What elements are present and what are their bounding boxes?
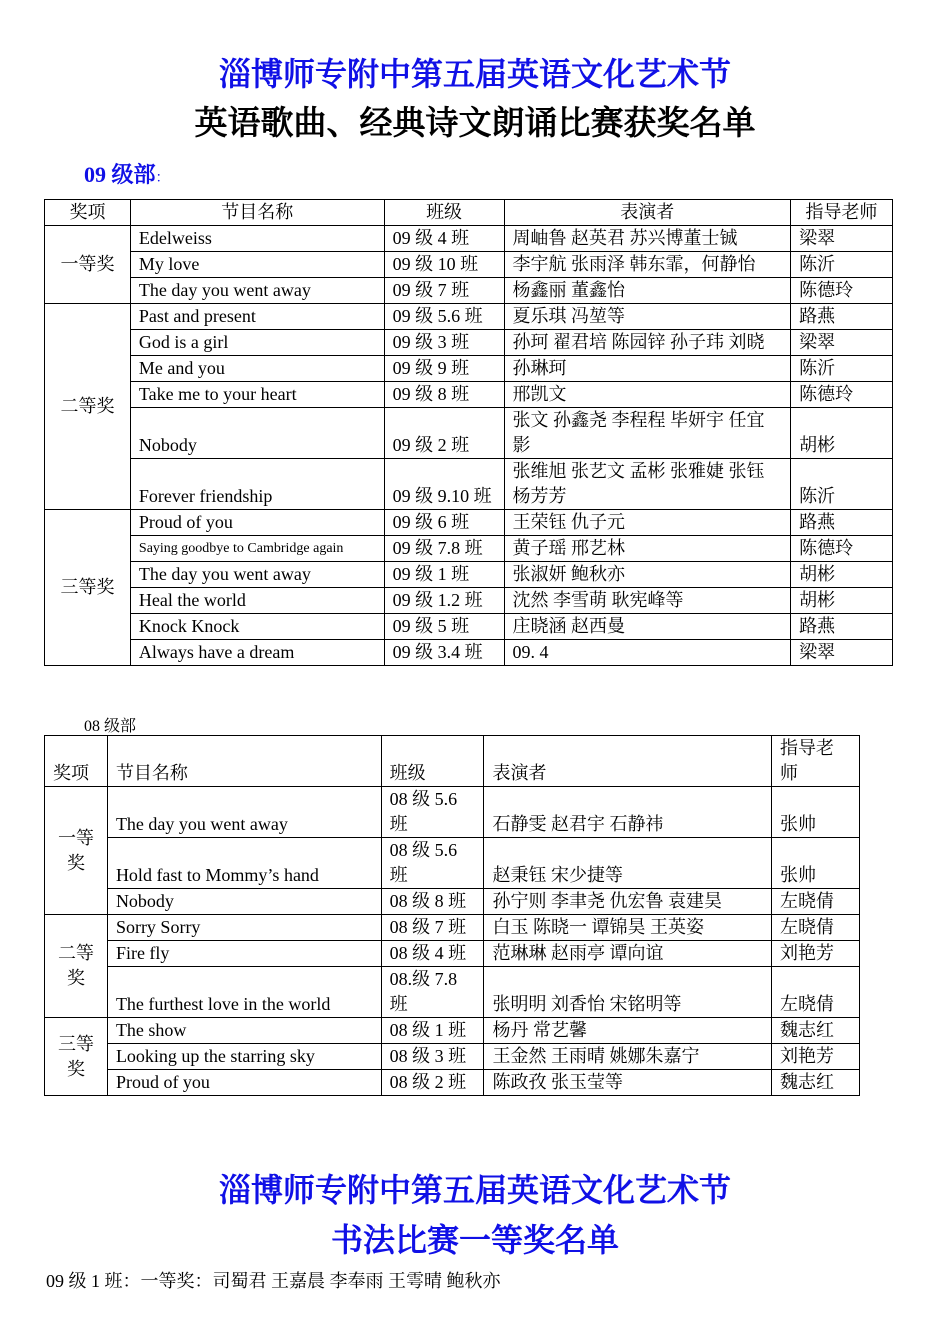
teacher-cell: 陈沂 — [791, 356, 893, 382]
award-table-08 — [44, 735, 860, 1096]
performer-cell: 孙宁则 李聿尧 仇宏鲁 袁建昊 — [484, 889, 772, 915]
program-cell: The day you went away — [107, 787, 381, 838]
teacher-cell: 左晓倩 — [772, 915, 860, 941]
program-cell: Nobody — [130, 408, 384, 459]
section-09-heading — [84, 158, 170, 189]
performer-cell: 张维旭 张艺文 孟彬 张雅婕 张钰杨芳芳 — [504, 459, 791, 510]
performer-cell: 09. 4 — [504, 640, 791, 666]
class-cell: 08.级 7.8 班 — [381, 967, 484, 1018]
performer-cell: 李宇航 张雨泽 韩东霏，何静怡 — [504, 252, 791, 278]
award-cell: 二等奖 — [45, 915, 108, 1018]
table-row — [45, 889, 860, 915]
header-cell: 班级 — [381, 736, 484, 787]
class-cell: 08 级 2 班 — [381, 1070, 484, 1096]
class-cell: 09 级 7 班 — [384, 278, 504, 304]
header-cell: 奖项 — [45, 736, 108, 787]
award-cell: 一等奖 — [45, 787, 108, 915]
program-cell: Forever friendship — [130, 459, 384, 510]
header-cell: 节目名称 — [130, 200, 384, 226]
program-cell: Hold fast to Mommy’s hand — [107, 838, 381, 889]
performer-cell: 赵秉钰 宋少捷等 — [484, 838, 772, 889]
table-row — [45, 459, 893, 510]
performer-cell: 周岫鲁 赵英君 苏兴博董士铖 — [504, 226, 791, 252]
teacher-cell: 梁翠 — [791, 330, 893, 356]
class-cell: 08 级 7 班 — [381, 915, 484, 941]
program-cell: Sorry Sorry — [107, 915, 381, 941]
performer-cell: 庄晓涵 赵西曼 — [504, 614, 791, 640]
table-row — [45, 382, 893, 408]
performer-cell: 石静雯 赵君宇 石静祎 — [484, 787, 772, 838]
teacher-cell: 胡彬 — [791, 562, 893, 588]
table-row — [45, 640, 893, 666]
performer-cell: 杨丹 常艺馨 — [484, 1018, 772, 1044]
program-cell: Always have a dream — [130, 640, 384, 666]
award-cell: 三等奖 — [45, 510, 131, 666]
table-row — [45, 536, 893, 562]
class-cell: 09 级 6 班 — [384, 510, 504, 536]
class-cell: 09 级 8 班 — [384, 382, 504, 408]
table-row — [45, 356, 893, 382]
section-09-label: 09 级部 — [84, 162, 156, 187]
table-header-row — [45, 200, 893, 226]
class-cell: 09 级 5 班 — [384, 614, 504, 640]
performer-cell: 张文 孙鑫尧 李程程 毕妍宇 任宜影 — [504, 408, 791, 459]
table-row — [45, 588, 893, 614]
competition-title: 英语歌曲、经典诗文朗诵比赛获奖名单 — [194, 106, 756, 142]
calligraphy-title: 书法比赛一等奖名单 — [330, 1222, 619, 1258]
header-cell: 表演者 — [504, 200, 791, 226]
header-cell: 指导老师 — [791, 200, 893, 226]
performer-cell: 王荣钰 仇子元 — [504, 510, 791, 536]
award-cell: 一等奖 — [45, 226, 131, 304]
performer-cell: 黄子瑶 邢艺林 — [504, 536, 791, 562]
teacher-cell: 陈沂 — [791, 459, 893, 510]
program-cell: The show — [107, 1018, 381, 1044]
class-cell: 08 级 4 班 — [381, 941, 484, 967]
class-cell: 08 级 8 班 — [381, 889, 484, 915]
class-cell: 09 级 9 班 — [384, 356, 504, 382]
teacher-cell: 张帅 — [772, 838, 860, 889]
table-row — [45, 252, 893, 278]
performer-cell: 夏乐琪 冯堃等 — [504, 304, 791, 330]
teacher-cell: 梁翠 — [791, 226, 893, 252]
class-cell: 08 级 1 班 — [381, 1018, 484, 1044]
table-row — [45, 787, 860, 838]
teacher-cell: 魏志红 — [772, 1018, 860, 1044]
class-cell: 09 级 1.2 班 — [384, 588, 504, 614]
class-cell: 09 级 3.4 班 — [384, 640, 504, 666]
table-row — [45, 614, 893, 640]
performer-cell: 王金然 王雨晴 姚娜朱嘉宁 — [484, 1044, 772, 1070]
teacher-cell: 陈沂 — [791, 252, 893, 278]
teacher-cell: 刘艳芳 — [772, 941, 860, 967]
program-cell: The furthest love in the world — [107, 967, 381, 1018]
table-row — [45, 304, 893, 330]
table-row — [45, 278, 893, 304]
table-row — [45, 941, 860, 967]
class-cell: 09 级 10 班 — [384, 252, 504, 278]
calligraphy-winners-line: 09 级 1 班：一等奖：司蜀君 王嘉晨 李奉雨 王雩晴 鲍秋亦 — [46, 1271, 501, 1291]
teacher-cell: 陈德玲 — [791, 278, 893, 304]
award-cell: 三等奖 — [45, 1018, 108, 1096]
program-cell: Past and present — [130, 304, 384, 330]
class-cell: 08 级 3 班 — [381, 1044, 484, 1070]
class-cell: 09 级 3 班 — [384, 330, 504, 356]
performer-cell: 孙琳珂 — [504, 356, 791, 382]
header-cell: 指导老师 — [772, 736, 860, 787]
teacher-cell: 路燕 — [791, 304, 893, 330]
class-cell: 09 级 5.6 班 — [384, 304, 504, 330]
class-cell: 09 级 4 班 — [384, 226, 504, 252]
section-08-heading: 08 级部 — [84, 718, 137, 735]
table-row — [45, 915, 860, 941]
header-cell: 节目名称 — [107, 736, 381, 787]
award-cell: 二等奖 — [45, 304, 131, 510]
table-row — [45, 562, 893, 588]
teacher-cell: 陈德玲 — [791, 382, 893, 408]
teacher-cell: 路燕 — [791, 510, 893, 536]
program-cell: Edelweiss — [130, 226, 384, 252]
teacher-cell: 路燕 — [791, 614, 893, 640]
table-row — [45, 330, 893, 356]
program-cell: Fire fly — [107, 941, 381, 967]
teacher-cell: 胡彬 — [791, 408, 893, 459]
award-table-09 — [44, 199, 893, 666]
program-cell: Proud of you — [107, 1070, 381, 1096]
program-cell: Take me to your heart — [130, 382, 384, 408]
program-cell: God is a girl — [130, 330, 384, 356]
performer-cell: 邢凯文 — [504, 382, 791, 408]
header-cell: 奖项 — [45, 200, 131, 226]
table-row — [45, 408, 893, 459]
table-row — [45, 226, 893, 252]
teacher-cell: 梁翠 — [791, 640, 893, 666]
program-cell: My love — [130, 252, 384, 278]
program-cell: Me and you — [130, 356, 384, 382]
performer-cell: 白玉 陈晓一 谭锦昊 王英姿 — [484, 915, 772, 941]
teacher-cell: 左晓倩 — [772, 967, 860, 1018]
program-cell: The day you went away — [130, 278, 384, 304]
class-cell: 09 级 9.10 班 — [384, 459, 504, 510]
performer-cell: 张淑妍 鲍秋亦 — [504, 562, 791, 588]
teacher-cell: 胡彬 — [791, 588, 893, 614]
class-cell: 09 级 1 班 — [384, 562, 504, 588]
table-row — [45, 1070, 860, 1096]
header-cell: 表演者 — [484, 736, 772, 787]
class-cell: 09 级 7.8 班 — [384, 536, 504, 562]
program-cell: The day you went away — [130, 562, 384, 588]
table-row — [45, 1044, 860, 1070]
program-cell: Proud of you — [130, 510, 384, 536]
performer-cell: 杨鑫丽 董鑫怡 — [504, 278, 791, 304]
section-09-colon: ： — [155, 171, 170, 186]
teacher-cell: 左晓倩 — [772, 889, 860, 915]
class-cell: 08 级 5.6 班 — [381, 838, 484, 889]
table-row — [45, 838, 860, 889]
festival-title-2: 淄博师专附中第五届英语文化艺术节 — [218, 1172, 731, 1208]
teacher-cell: 刘艳芳 — [772, 1044, 860, 1070]
table-header-row — [45, 736, 860, 787]
class-cell: 09 级 2 班 — [384, 408, 504, 459]
program-cell: Knock Knock — [130, 614, 384, 640]
program-cell: Heal the world — [130, 588, 384, 614]
performer-cell: 陈政孜 张玉莹等 — [484, 1070, 772, 1096]
performer-cell: 范琳琳 赵雨亭 谭向谊 — [484, 941, 772, 967]
performer-cell: 孙珂 翟君培 陈园锌 孙子玮 刘晓 — [504, 330, 791, 356]
festival-title: 淄博师专附中第五届英语文化艺术节 — [218, 56, 731, 92]
table-row — [45, 510, 893, 536]
teacher-cell: 魏志红 — [772, 1070, 860, 1096]
class-cell: 08 级 5.6 班 — [381, 787, 484, 838]
teacher-cell: 张帅 — [772, 787, 860, 838]
program-cell: Nobody — [107, 889, 381, 915]
teacher-cell: 陈德玲 — [791, 536, 893, 562]
program-cell: Looking up the starring sky — [107, 1044, 381, 1070]
performer-cell: 张明明 刘香怡 宋铭明等 — [484, 967, 772, 1018]
table-row — [45, 967, 860, 1018]
performer-cell: 沈然 李雪萌 耿宪峰等 — [504, 588, 791, 614]
program-cell: Saying goodbye to Cambridge again — [130, 536, 384, 562]
table-row — [45, 1018, 860, 1044]
header-cell: 班级 — [384, 200, 504, 226]
